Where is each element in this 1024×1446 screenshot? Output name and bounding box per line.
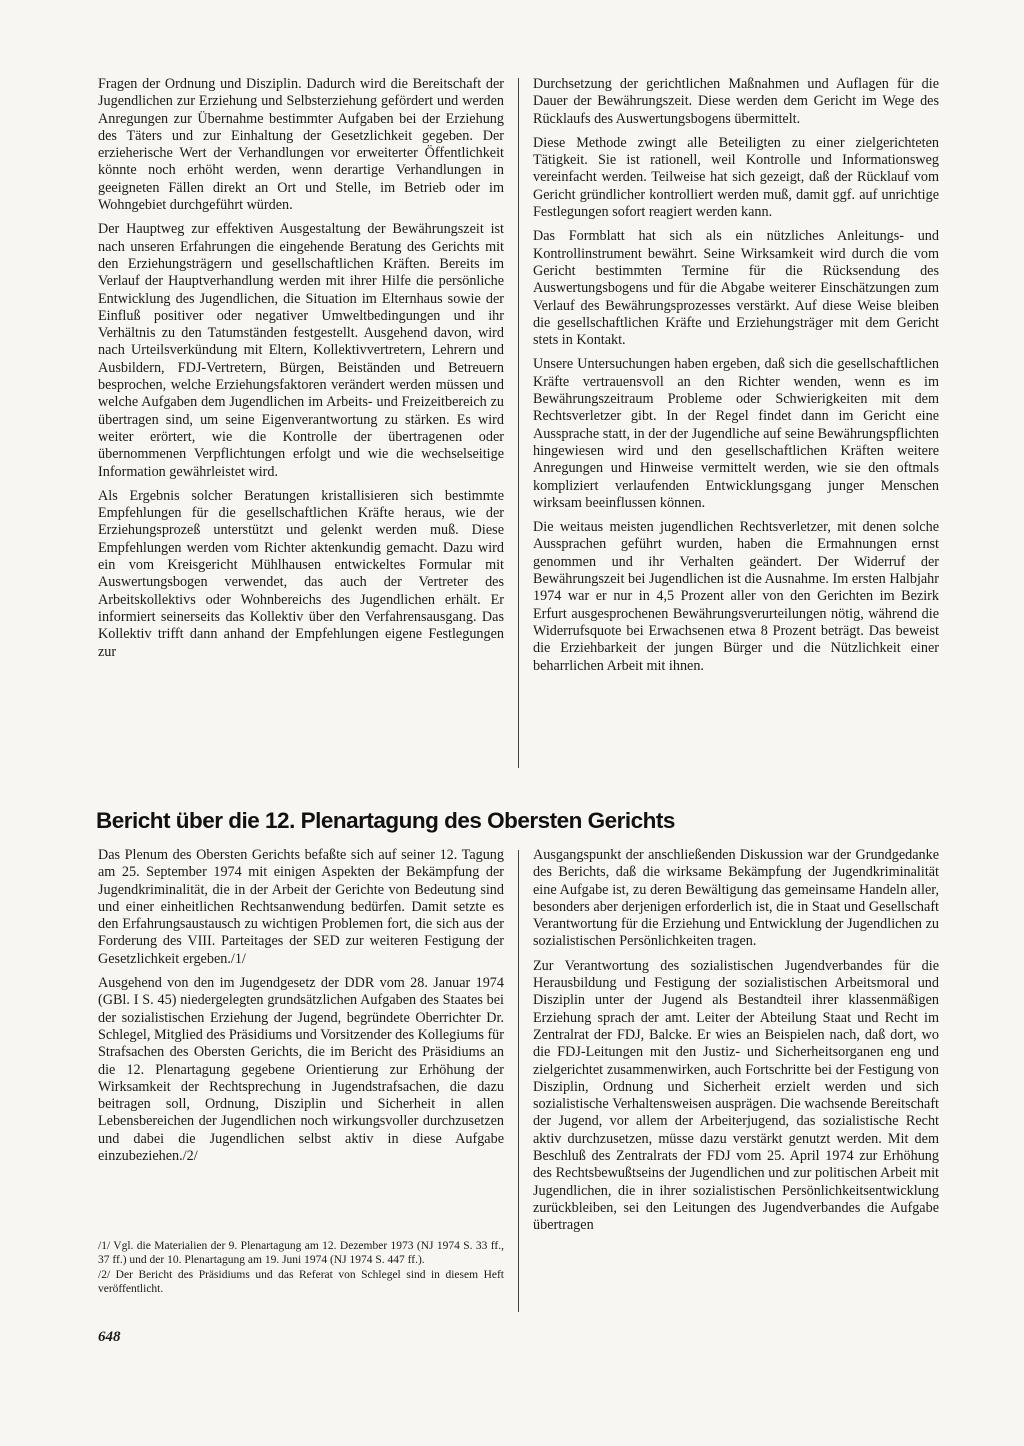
page-number: 648 (98, 1329, 121, 1345)
article-column-top-right (533, 76, 939, 682)
column-divider (518, 850, 519, 1312)
paragraph: Ausgehend von den im Jugendgesetz der DDR vom 28. Januar 1974 (GBl. I S. 45) niedergelegten grundsätzlichen Aufgaben des Staates bei der sozialistischen Erziehung der Jugend, begründete Oberrichter Dr. Schlegel, Mitglied des Präsidiums und Vorsitzender des Kollegiums für Strafsachen des Obersten Gerichts, die im Bericht des Präsidiums an die 12. Plenartagung gegebene Orientierung zur Erhöhung der Wirksamkeit der Rechtsprechung in Jugendstrafsachen, die dazu beitragen soll, Ordnung, Disziplin und Sicherheit in allen Lebensbereichen der Jugendlichen noch wirkungsvoller durchzusetzen und dabei die Jugendlichen selbst aktiv in diese Aufgabe einzubeziehen./2/ (98, 975, 504, 1165)
paragraph: Durchsetzung der gerichtlichen Maßnahmen und Auflagen für die Dauer der Bewährungszeit. Diese werden dem Gericht im Wege des Rücklaufs des Auswertungsbogens übermittelt. (533, 76, 939, 127)
section-heading: Bericht über die 12. Plenartagung des Obersten Gerichts (96, 808, 675, 833)
column-divider (518, 78, 519, 768)
paragraph: Das Formblatt hat sich als ein nützliches Anleitungs- und Kontrollinstrument bewährt. Seine Wirksamkeit wird durch die vom Gericht bestimmten Termine für die Rücksendung des Auswertungsbogens und für die Abgabe weiterer Einschätzungen zum Verlauf des Bewährungsprozesses verstärkt. Auf diese Weise bleiben die gesellschaftlichen Kräfte und Erziehungsträger mit dem Gericht stets in Kontakt. (533, 228, 939, 349)
article-column-top-left (98, 76, 504, 668)
paragraph: Das Plenum des Obersten Gerichts befaßte sich auf seiner 12. Tagung am 25. September 1974 mit einigen Aspekten der Bekämpfung der Jugendkriminalität, die in der Arbeit der Gerichte von Bedeutung sind und einer einheitlichen Rechtsanwendung bedürfen. Damit setzte es den Erfahrungsaustausch zu wichtigen Problemen fort, die sich aus der Forderung des VIII. Parteitages der SED zur weiteren Festigung der Gesetzlichkeit ergeben./1/ (98, 847, 504, 967)
paragraph: Der Hauptweg zur effektiven Ausgestaltung der Bewährungszeit ist nach unseren Erfahrungen die eingehende Beratung des Gerichts mit den Erziehungsträgern und gesellschaftlichen Kräften. Bereits im Verlauf der Hauptverhandlung werden mit ihrer Hilfe die persönliche Entwicklung des Jugendlichen, die Situation im Elternhaus sowie der Einfluß positiver oder negativer Umweltbedingungen und ihr Verhältnis zu den Tatumständen festgestellt. Ausgehend davon, wird nach Urteilsverkündung mit Eltern, Kollektivvertretern, Lehrern und Ausbildern, FDJ-Vertretern, Bürgen, Beiständen und Betreuern besprochen, welche Erziehungsfaktoren verändert werden müssen und welche Aufgaben dem Jugendlichen im Arbeits- und Freizeitbereich zu übertragen sind, um seine Eigenverantwortung zu stärken. Es wird weiter erörtert, wie die Kontrolle der übertragenen oder übernommenen Verpflichtungen erfolgt und wie die wechselseitige Information gewährleistet wird. (98, 221, 504, 480)
paragraph: Die weitaus meisten jugendlichen Rechtsverletzer, mit denen solche Aussprachen geführt wurden, haben die Ermahnungen ernst genommen und ihr Verhalten geändert. Der Widerruf der Bewährungszeit bei Jugendlichen ist die Ausnahme. Im ersten Halbjahr 1974 war er nur in 4,5 Prozent aller von den Gerichten im Bezirk Erfurt ausgesprochenen Bewährungsverurteilungen nötig, während die Widerrufsquote bei Erwachsenen etwa 8 Prozent beträgt. Das beweist die Erziehbarkeit der jungen Bürger und die Nützlichkeit einer beharrlichen Arbeit mit ihnen. (533, 519, 939, 674)
paragraph: Ausgangspunkt der anschließenden Diskussion war der Grundgedanke des Berichts, daß die wirksame Bekämpfung der Jugendkriminalität eine Aufgabe ist, zu deren Bewältigung das gemeinsame Handeln aller, besonders aber derjenigen erforderlich ist, die in Staat und Gesellschaft Verantwortung für die Erziehung und Entwicklung der Jugendlichen zu sozialistischen Persönlichkeiten tragen. (533, 847, 939, 950)
paragraph: Unsere Untersuchungen haben ergeben, daß sich die gesellschaftlichen Kräfte vertrauensvoll an den Richter wenden, wenn es im Bewährungszeitraum Probleme oder Schwierigkeiten mit dem Rechtsverletzer gibt. In der Regel findet dann im Gericht eine Aussprache statt, in der der Jugendliche auf seine Bewährungspflichten hingewiesen wird und den gesellschaftlichen Kräften weitere Anregungen und Hinweise vermittelt werden, wie sie den oftmals kompliziert verlaufenden Entwicklungsgang junger Menschen wirksam beeinflussen können. (533, 356, 939, 511)
paragraph: Fragen der Ordnung und Disziplin. Dadurch wird die Bereitschaft der Jugendlichen zur Erziehung und Selbsterziehung gefördert und werden Anregungen zur Übernahme bestimmter Aufgaben bei der Erziehung des Täters und zur Einhaltung der Gesetzlichkeit gegeben. Der erzieherische Wert der Verhandlungen vor erweiterter Öffentlichkeit könnte noch erhöht werden, wenn derartige Verhandlungen in geeigneten Fällen direkt an Ort und Stelle, im Betrieb oder im Wohngebiet durchgeführt würden. (98, 76, 504, 214)
footnote: /1/ Vgl. die Materialien der 9. Plenartagung am 12. Dezember 1973 (NJ 1974 S. 33 ff., 37 ff.) und der 10. Plenartagung am 19. Juni 1974 (NJ 1974 S. 447 ff.). (98, 1240, 504, 1266)
paragraph: Zur Verantwortung des sozialistischen Jugendverbandes für die Herausbildung und Festigung der sozialistischen Arbeitsmoral und Disziplin unter der Jugend als Bestandteil ihrer klassenmäßigen Erziehung sprach der amt. Leiter der Abteilung Staat und Recht im Zentralrat der FDJ, Balcke. Er wies an Beispielen nach, daß dort, wo die FDJ-Leitungen mit den Justiz- und Sicherheitsorganen eng und zielgerichtet zusammenwirken, auch Fortschritte bei der Festigung von Disziplin, Ordnung und Sicherheit erzielt werden und sich sozialistische Verhaltensweisen ausprägen. Die wachsende Bereitschaft der Jugend, vor allem der Arbeiterjugend, das sozialistische Recht aktiv durchzusetzen, müsse dazu verstärkt genutzt werden. Mit dem Beschluß des Zentralrats der FDJ vom 25. April 1974 zur Erhöhung des Rechtsbewußtseins der Jugendlichen und zur politischen Arbeit mit Jugendlichen, die in ihrer sozialistischen Persönlichkeitsentwicklung zurückbleiben, sei den Leitungen des Jugendverbandes die Aufgabe übertragen (533, 957, 939, 1234)
report-column-bottom-right (533, 847, 939, 1242)
paragraph: Als Ergebnis solcher Beratungen kristallisieren sich bestimmte Empfehlungen für die gesellschaftlichen Kräfte heraus, wie der Erziehungsprozeß unterstützt und gelenkt werden muß. Diese Empfehlungen werden vom Richter aktenkundig gemacht. Dazu wird ein vom Kreisgericht Mühlhausen entwickeltes Formular mit Auswertungsbogen verwendet, das auch der Vertreter des Arbeitskollektivs oder Wohnbereichs des Jugendlichen erhält. Er informiert seinerseits das Kollektiv über den Verfahrensausgang. Das Kollektiv trifft dann anhand der Empfehlungen eigene Festlegungen zur (98, 487, 504, 660)
footnote: /2/ Der Bericht des Präsidiums und das Referat von Schlegel sind in diesem Heft veröffentlicht. (98, 1269, 504, 1295)
report-column-bottom-left (98, 847, 504, 1172)
paragraph: Diese Methode zwingt alle Beteiligten zu einer zielgerichteten Tätigkeit. Sie ist rationell, weil Kontrolle und Informationsweg vereinfacht werden. Teilweise hat sich gezeigt, daß der Rücklauf vom Gericht gründlicher kontrolliert werden muß, damit ggf. auf unrichtige Festlegungen sofort reagiert werden kann. (533, 134, 939, 221)
footnotes (98, 1240, 504, 1298)
